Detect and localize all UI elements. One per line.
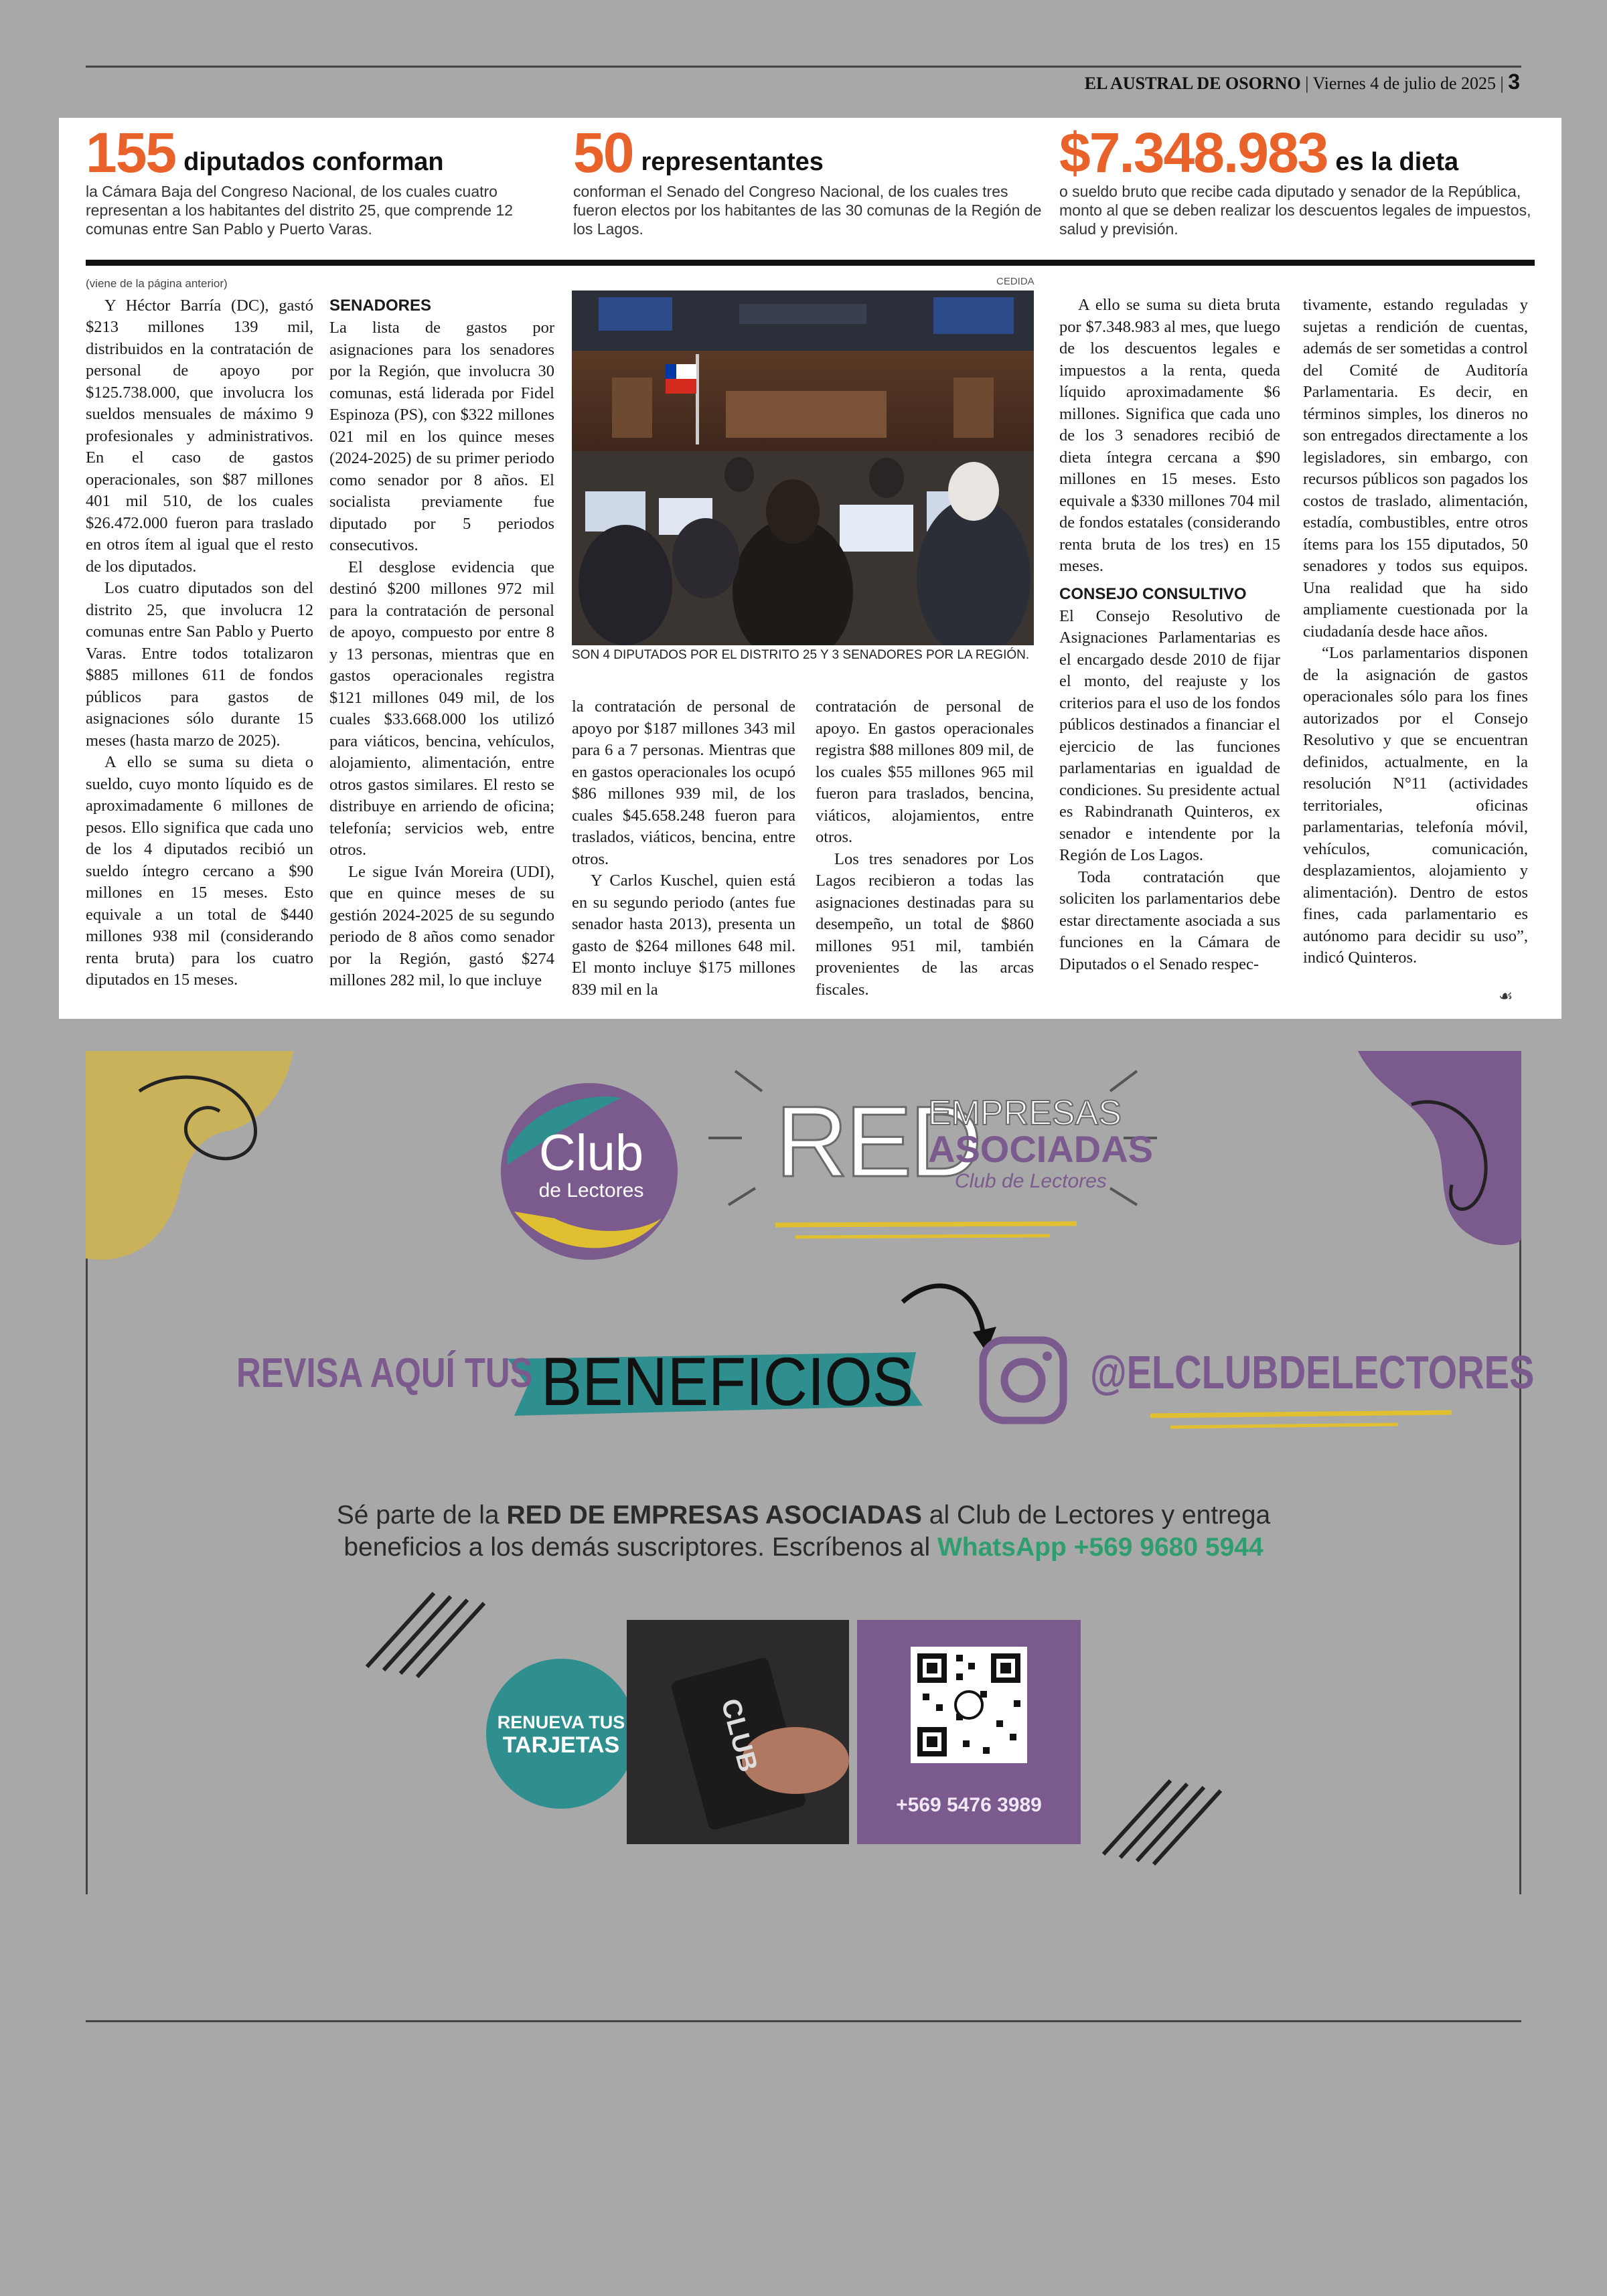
top-rule (86, 66, 1521, 68)
club-logo-subtitle: de Lectores (538, 1179, 644, 1202)
bottom-rule (86, 2020, 1521, 2022)
fact-lead: es la dieta (1335, 148, 1459, 176)
paragraph: Los tres senadores por Los Lagos recibieron a todas las asignaciones destinadas para su desempeño, un total de $860 millones 951 mil, también provenientes de las arcas fiscales. (816, 849, 1034, 999)
card-logo-text: CLUB (715, 1696, 763, 1775)
page-number: 3 (1508, 70, 1520, 94)
red-logo-line3: Club de Lectores (955, 1170, 1107, 1192)
publication-name: EL AUSTRAL DE OSORNO (1084, 74, 1301, 93)
paragraph: Y Carlos Kuschel, quien está en su segundo periodo (antes fue senador hasta 2013), presenta un gasto de $264 millones 648 mil. El monto incluye $175 millones 839 mil en la (572, 872, 795, 999)
section-rule (86, 260, 1535, 266)
paragraph: La lista de gastos por asignaciones para los senadores por la Región, que involucra 30 comunas, está liderada por Fidel Espinoza (PS), con $322 millones 021 mil en los quince meses (2024-2025) de su primer periodo como senador por 8 años. El socialista previamente fue diputado por 5 periodos consecutivos. (329, 319, 554, 554)
beneficios-label: BENEFICIOS (541, 1343, 914, 1420)
revisa-label: REVISA AQUÍ TUS (236, 1350, 533, 1396)
article (59, 118, 1561, 1019)
club-logo-title: Club (538, 1125, 644, 1181)
fact-description: la Cámara Baja del Congreso Nacional, de los cuales cuatro representan a los habitantes del distrito 25, que comprende 12 comunas entre San Pablo y Puerto Varas. (86, 183, 514, 238)
paragraph: Los cuatro diputados son del distrito 25, que involucra 12 comunas entre San Pablo y Puerto Varas. Entre todos totalizaron $885 millones 611 de fondos públicos para gastos de asignaciones sólo durante 15 meses (hasta marzo de 2025). (86, 579, 313, 750)
qr-phone[interactable]: +569 5476 3989 (896, 1794, 1042, 1816)
fact-box-2 (573, 121, 1042, 238)
photo-caption: SON 4 DIPUTADOS POR EL DISTRITO 25 Y 3 SENADORES POR LA REGIÓN. (572, 648, 1030, 662)
red-logo-word: RED (775, 1085, 980, 1198)
fact-number: 155 (86, 121, 176, 184)
section-heading: SENADORES (329, 297, 432, 315)
advertisement (86, 1051, 1535, 1894)
fact-number: $7.348.983 (1059, 121, 1328, 184)
instagram-handle-text: @ELCLUBDELECTORES (1090, 1346, 1535, 1398)
fact-description: conforman el Senado del Congreso Nacional, de los cuales tres fueron electos por los habitantes de las 30 comunas de la Región de los Lagos. (573, 183, 1042, 238)
renueva-line1: RENUEVA TUS (497, 1712, 625, 1732)
article-column-6 (1303, 295, 1528, 969)
fact-lead: diputados conforman (183, 148, 444, 176)
fact-box-1 (86, 121, 554, 238)
article-column-5 (1059, 295, 1280, 975)
photo-credit: CEDIDA (996, 276, 1035, 287)
paragraph: tivamente, estando reguladas y sujetas a rendición de cuentas, además de ser sometidas a control del Comité de Auditoría Parlamentaria. Es decir, en términos simples, los dineros no son entregados directamente a los legisladores, sin embargo, con recursos públicos son pagados los costos de traslado, alimentación, estadía, combustibles, entre otros ítems para los 155 diputados, 50 senadores y todos sus equipos. Una realidad que ha sido ampliamente cuestionada por la ciudadanía desde hace años. (1303, 296, 1528, 641)
paragraph: la contratación de personal de apoyo por $187 millones 343 mil para 6 a 7 personas. Mientras que en gastos operacionales los ocupó $86 millones 939 mil, de los cuales $45.658.248 fueron para traslados, viáticos, bencina, entre otros. (572, 698, 795, 868)
end-mark: ☙ (1499, 988, 1513, 1005)
article-column-4 (816, 696, 1034, 1001)
paragraph: A ello se suma su dieta o sueldo, cuyo monto líquido es de aproximadamente 6 millones de pesos. Ello significa que cada uno de los 4 diputados recibió un sueldo íntegro cercano a $90 millones en 15 meses. Esto equivale a un total de $440 millones 938 mil (considerando renta bruta) para los cuatro diputados en 15 meses. (86, 753, 313, 989)
red-logo-line1: EMPRESAS (928, 1094, 1122, 1133)
chamber-photo (572, 291, 1034, 645)
whatsapp-number[interactable]: WhatsApp +569 9680 5944 (937, 1533, 1264, 1562)
paragraph: Y Héctor Barría (DC), gastó $213 millones 139 mil, distribuidos en la contratación de personal de apoyo por $125.738.000, que involucra los sueldos mensuales de máximo 9 profesionales y administrativos. En el caso de gastos operacionales, son $87 millones 401 mil 510, de los cuales $26.472.000 fueron para traslado en otros ítem al igual que el resto de los diputados. (86, 296, 313, 576)
paragraph: Toda contratación que soliciten los parlamentarios debe estar directamente asociada a sus funciones en la Cámara de Diputados o el Senado respec- (1059, 868, 1280, 973)
body-part: beneficios a los demás suscriptores. Escríbenos al (343, 1533, 937, 1562)
article-column-1 (86, 273, 313, 991)
article-column-2 (329, 295, 554, 992)
red-logo-line2: ASOCIADAS (928, 1128, 1154, 1170)
fact-number: 50 (573, 121, 633, 184)
paragraph: El desglose evidencia que destinó $200 millones 972 mil para la contratación de personal de apoyo, compuesto por entre 8 y 13 personas, mientras que en gastos operacionales registra $121 millones 049 mil, de los cuales $33.668.000 los utilizó para viáticos, bencina, vehículos, alojamiento, alimentación, entre otros gastos similares. El resto se distribuye en arriendo de oficina; telefonía; servicios web, entre otros. (329, 558, 554, 859)
instagram-handle (1090, 1345, 1534, 1399)
article-column-3 (572, 696, 795, 1001)
paragraph: A ello se suma su dieta bruta por $7.348.983 al mes, que luego de los descuentos legales e impuestos a la renta, queda líquido aproximadamente $6 millones. Significa que cada uno de los 3 senadores recibió de dieta íntegra cercana a $90 millones en 15 meses. Esto equivale a $330 millones 704 mil de fondos estatales (considerando renta bruta de los tres) en 15 meses. (1059, 296, 1280, 575)
paragraph: El Consejo Resolutivo de Asignaciones Parlamentarias es el encargado desde 2010 de fijar el monto, del reajuste y los criterios para el uso de los fondos públicos destinados a financiar el ejercicio de las funciones parlamentarias en igualdad de condiciones. Su presidente actual es Rabindranath Quinteros, ex senador e intendente por la Región de Los Lagos. (1059, 606, 1280, 864)
paragraph: contratación de personal de apoyo. En gastos operacionales registra $88 millones 809 mil, de los cuales $55 millones 965 mil fueron para traslados, bencina, viáticos, alojamientos, entre otros. (816, 698, 1034, 846)
section-heading: CONSEJO CONSULTIVO (1059, 584, 1247, 603)
body-part: al Club de Lectores y entrega (921, 1501, 1271, 1530)
chamber-illustration (572, 291, 1034, 645)
body-bold: RED DE EMPRESAS ASOCIADAS (506, 1501, 922, 1530)
paragraph: Le sigue Iván Moreira (UDI), que en quince meses de su gestión 2024-2025 de su segundo periodo de 8 años como senador por la Región, gastó $274 millones 282 mil, lo que incluye (329, 862, 554, 989)
issue-date: Viernes 4 de julio de 2025 (1312, 74, 1496, 93)
body-part: Sé parte de la (336, 1501, 507, 1530)
renueva-line2: TARJETAS (502, 1732, 620, 1758)
fact-box-3 (1059, 121, 1535, 238)
fact-lead: representantes (641, 148, 824, 176)
paragraph: “Los parlamentarios disponen de la asignación de gastos operacionales sólo para los fines autorizados por el Consejo Resolutivo y que se encuentran definidos, actualmente, en la resolución N°11 (actividades territoriales, oficinas parlamentarias, telefonía móvil, vehículos, comunicación, desplazamientos, alojamiento y alimentación). Dentro de estos fines, cada parlamentario es autónomo para decidir su uso”, indicó Quinteros. (1303, 644, 1528, 967)
fact-description: o sueldo bruto que recibe cada diputado y senador de la República, monto al que se deben realizar los descuentos legales de impuestos, salud y previsión. (1059, 183, 1531, 238)
continued-note: (viene de la página anterior) (86, 277, 228, 290)
ad-body-text (220, 1499, 1387, 1564)
masthead: EL AUSTRAL DE OSORNO | Viernes 4 de julio de 2025 | 3 (1084, 70, 1520, 94)
